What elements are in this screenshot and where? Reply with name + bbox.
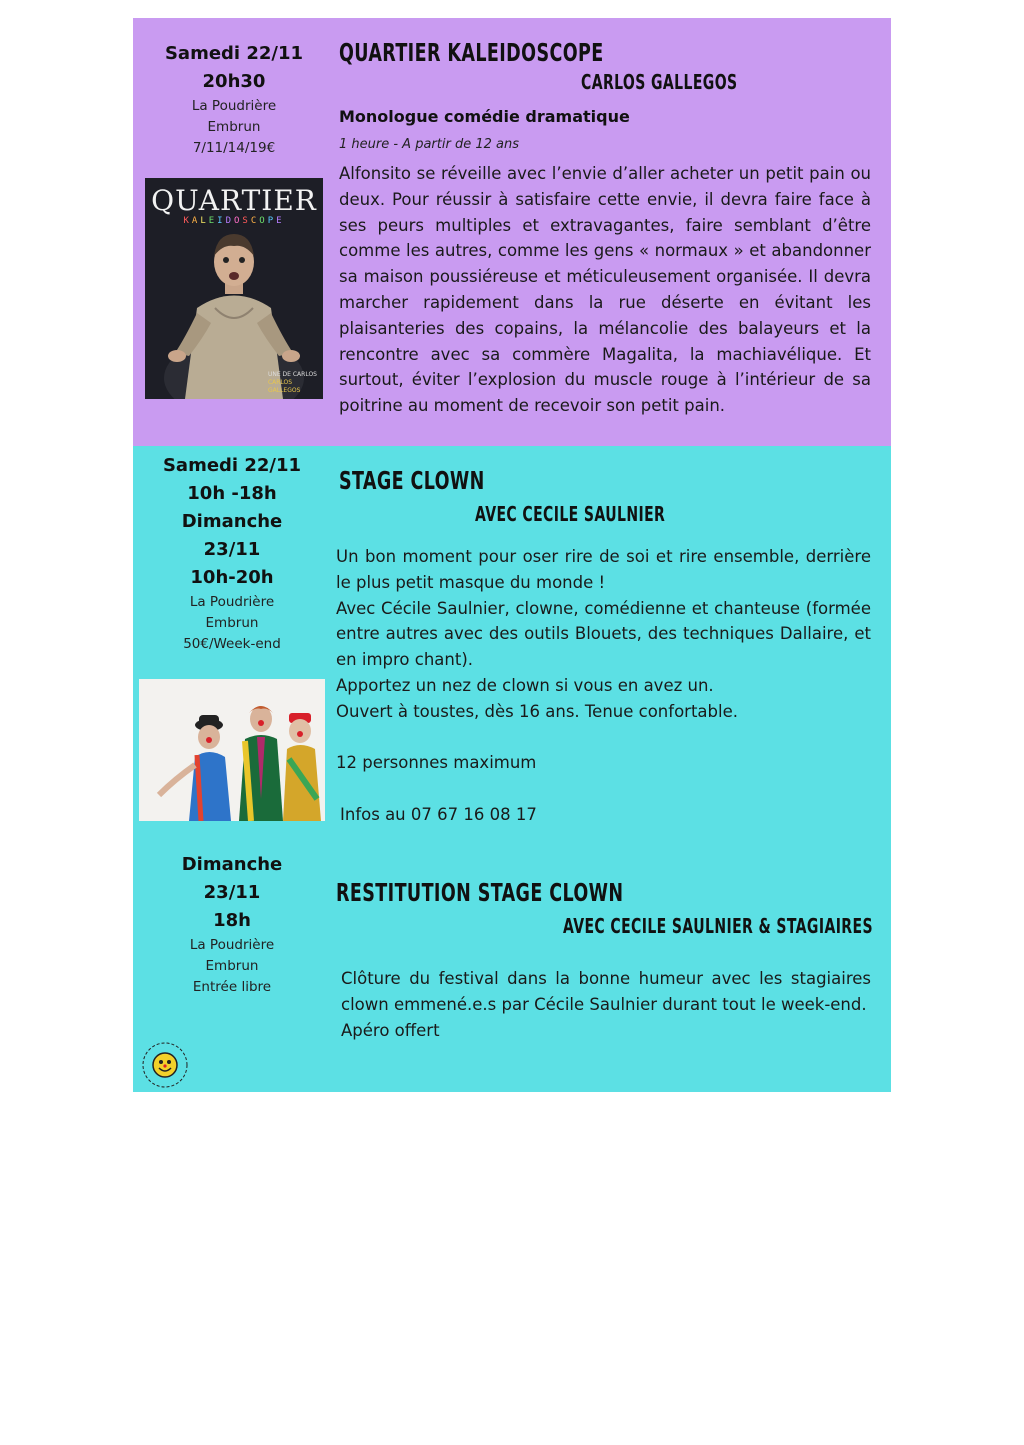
event1-duration: 1 heure - A partir de 12 ans [339, 137, 519, 152]
event2-para-4: Ouvert à toustes, dès 16 ans. Tenue confortable. [336, 701, 738, 721]
event3-info [153, 851, 311, 998]
event2-date-2: Dimanche 23/11 [181, 511, 283, 560]
event1-city: Embrun [207, 119, 261, 135]
event2-info [153, 452, 311, 655]
event3-subtitle: AVEC CECILE SAULNIER & STAGIAIRES [563, 914, 873, 938]
clown-group-illustration [139, 679, 325, 821]
program-page [133, 18, 891, 1092]
actor-figure-illustration [145, 178, 323, 399]
event2-price: 50€/Week-end [183, 636, 281, 652]
event2-city: Embrun [205, 615, 259, 631]
event2-date-1: Samedi 22/11 [162, 455, 302, 476]
event1-genre: Monologue comédie dramatique [339, 107, 630, 126]
event1-time: 20h30 [202, 71, 266, 92]
event3-day: 23/11 [203, 882, 261, 903]
poster-subtitle: KALEIDOSCOPE [183, 216, 285, 226]
event2-time-2: 10h-20h [190, 567, 274, 588]
event2-para-1: Un bon moment pour oser rire de soi et rire ensemble, derrière le plus petit masque du monde ! [336, 547, 871, 592]
event1-info [145, 40, 323, 159]
poster-credit: UNE DE CARLOS CARLOS GALLEGOS [267, 371, 317, 394]
event3-date: Dimanche [181, 854, 283, 875]
event3-title: RESTITUTION STAGE CLOWN [336, 878, 624, 907]
event2-venue: La Poudrière [189, 594, 275, 610]
event2-capacity: 12 personnes maximum [336, 753, 537, 773]
event2-para-3: Apportez un nez de clown si vous en avez un. [336, 675, 714, 695]
quartier-poster-image [145, 178, 323, 399]
event2-time-1: 10h -18h [187, 483, 277, 504]
event3-extra: Apéro offert [341, 1020, 440, 1040]
event3-city: Embrun [205, 958, 259, 974]
festival-logo-icon [141, 1041, 189, 1089]
event1-subtitle: CARLOS GALLEGOS [581, 70, 738, 94]
event1-description: Alfonsito se réveille avec l’envie d’aller acheter un petit pain ou deux. Pour réussir à satisfaire cette envie, il devra faire face à ses peurs multiples et extravagantes, faire semblant d’être comme les autres, comme les gens « normaux » et abandonner sa maison poussiéreuse et méticuleusement organisée. Il devra marcher rapidement dans la rue déserte en évitant les plaisanteries des copains, la mélancolie des balayeurs et la rencontre avec sa commère Magalita, la machiavélique. Et surtout, éviter l’explosion du muscle rouge à l’intérieur de sa poitrine au moment de recevoir son petit pain. [339, 164, 871, 416]
clown-group-photo [139, 679, 325, 821]
event1-price: 7/11/14/19€ [192, 140, 276, 156]
event3-price: Entrée libre [192, 979, 272, 995]
event2-title: STAGE CLOWN [339, 466, 485, 495]
poster-title: QUARTIER [151, 184, 317, 217]
event2-subtitle: AVEC CECILE SAULNIER [475, 502, 666, 526]
event-quartier-kaleidoscope [133, 18, 891, 446]
event3-venue: La Poudrière [189, 937, 275, 953]
event-stage-clown [133, 446, 891, 1092]
event2-description [336, 544, 871, 828]
event1-title: QUARTIER KALEIDOSCOPE [339, 38, 604, 67]
event2-para-2: Avec Cécile Saulnier, clowne, comédienne et chanteuse (formée entre autres avec des outils Blouets, des techniques Dallaire, et en impro chant). [336, 598, 871, 670]
event3-time: 18h [213, 910, 251, 931]
event1-venue: La Poudrière [191, 98, 277, 114]
event1-date: Samedi 22/11 [164, 43, 304, 64]
event3-description: Clôture du festival dans la bonne humeur avec les stagiaires clown emmené.e.s par Cécile Saulnier durant tout le week-end. Apéro offert [341, 966, 871, 1043]
event2-contact: Infos au 07 67 16 08 17 [340, 804, 537, 824]
